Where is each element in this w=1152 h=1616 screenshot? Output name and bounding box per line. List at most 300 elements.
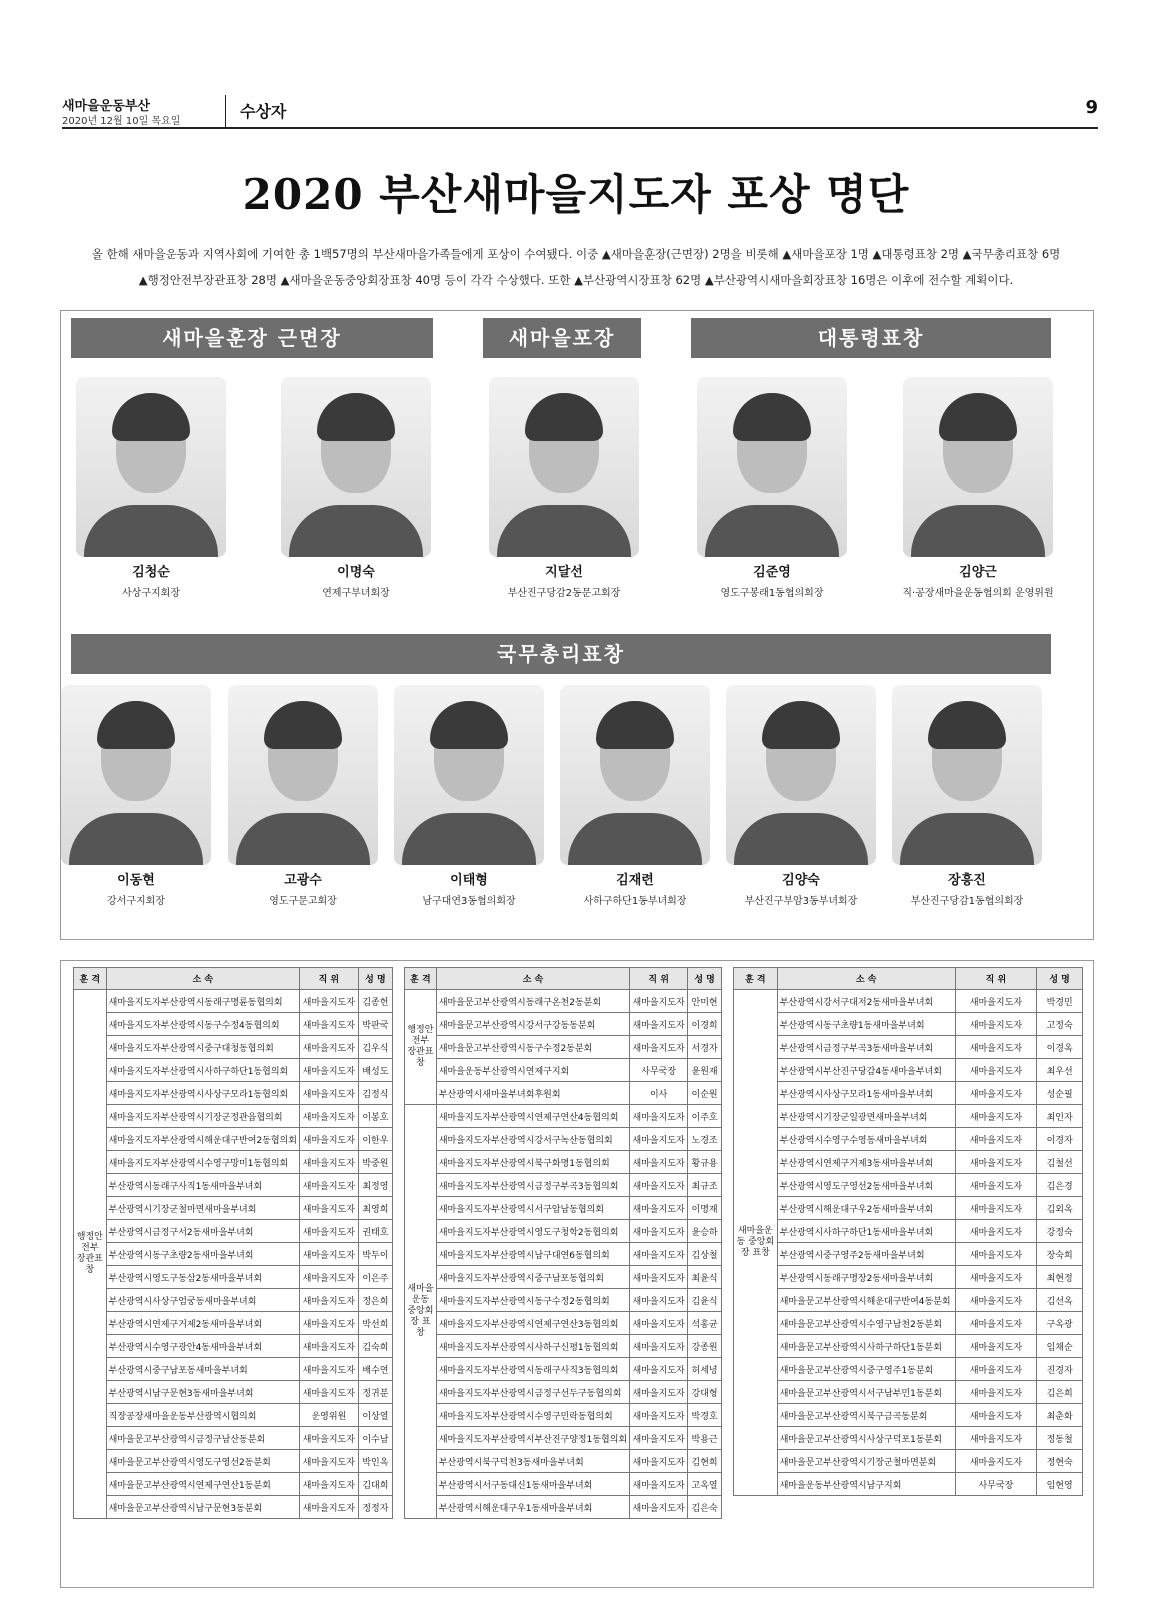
affiliation-cell: 새마을지도자부산광역시연제구연산4동협의회 xyxy=(436,1105,629,1128)
table-row xyxy=(405,1059,722,1082)
table-row xyxy=(74,990,393,1013)
table-row xyxy=(74,1151,393,1174)
position-cell: 새마을지도자 xyxy=(630,1243,688,1266)
affiliation-cell: 새마을지도자부산광역시동구수정4동협의회 xyxy=(106,1013,299,1036)
name-cell: 이은주 xyxy=(358,1266,392,1289)
column-header: 훈 격 xyxy=(74,968,107,990)
table-row xyxy=(734,1266,1083,1289)
affiliation-cell: 부산광역시북구덕천3동새마을부녀회 xyxy=(436,1450,629,1473)
name-cell: 최규조 xyxy=(688,1174,722,1197)
table-row xyxy=(405,1266,722,1289)
position-cell: 새마을지도자 xyxy=(299,1335,358,1358)
portrait-photo xyxy=(228,685,378,865)
table-row xyxy=(74,1473,393,1496)
column-header: 훈 격 xyxy=(734,968,778,990)
position-cell: 새마을지도자 xyxy=(630,1266,688,1289)
name-cell: 이경자 xyxy=(1037,1128,1083,1151)
awardee-name: 김재련 xyxy=(616,873,654,888)
awardee-role: 사상구지회장 xyxy=(122,588,180,599)
affiliation-cell: 새마을문고부산광역시연제구연산1동분회 xyxy=(106,1473,299,1496)
column-header: 직 위 xyxy=(630,968,688,990)
awardee-role: 영도구문고회장 xyxy=(269,896,337,907)
awardee-role: 남구대연3동협의회장 xyxy=(422,896,516,907)
position-cell: 운영위원 xyxy=(299,1404,358,1427)
affiliation-cell: 부산광역시해운대구우1동새마을부녀회 xyxy=(436,1496,629,1519)
affiliation-cell: 부산광역시연제구거제3동새마을부녀회 xyxy=(777,1151,955,1174)
position-cell: 새마을지도자 xyxy=(955,1082,1037,1105)
awardee-role: 부산진구당감1동협의회장 xyxy=(910,896,1024,907)
table-row xyxy=(734,1128,1083,1151)
affiliation-cell: 부산광역시남구문현3동새마을부녀회 xyxy=(106,1381,299,1404)
position-cell: 새마을지도자 xyxy=(955,1151,1037,1174)
name-cell: 최인자 xyxy=(1037,1105,1083,1128)
name-cell: 최정영 xyxy=(358,1174,392,1197)
table-row xyxy=(74,1243,393,1266)
position-cell: 새마을지도자 xyxy=(299,1450,358,1473)
affiliation-cell: 새마을지도자부산광역시해운대구반여2동협의회 xyxy=(106,1128,299,1151)
name-cell: 정귀분 xyxy=(358,1381,392,1404)
affiliation-cell: 새마을지도자부산광역시강서구녹산동협의회 xyxy=(436,1128,629,1151)
position-cell: 새마을지도자 xyxy=(299,1036,358,1059)
table-row xyxy=(74,1450,393,1473)
table-row xyxy=(405,1243,722,1266)
awardee-table-3 xyxy=(733,967,1083,1496)
affiliation-cell: 새마을지도자부산광역시사하구하단1동협의회 xyxy=(106,1059,299,1082)
position-cell: 새마을지도자 xyxy=(955,1289,1037,1312)
awardee-card xyxy=(893,377,1063,599)
position-cell: 새마을지도자 xyxy=(630,1128,688,1151)
position-cell: 새마을지도자 xyxy=(299,1243,358,1266)
name-cell: 최현정 xyxy=(1037,1266,1083,1289)
affiliation-cell: 새마을문고부산광역시동래구온천2동분회 xyxy=(436,990,629,1013)
name-cell: 배수연 xyxy=(358,1358,392,1381)
affiliation-cell: 새마을문고부산광역시서구남부민1동분회 xyxy=(777,1381,955,1404)
affiliation-cell: 새마을지도자부산광역시북구화명1동협의회 xyxy=(436,1151,629,1174)
affiliation-cell: 새마을운동부산광역시연제구지회 xyxy=(436,1059,629,1082)
position-cell: 새마을지도자 xyxy=(630,1151,688,1174)
affiliation-cell: 새마을문고부산광역시사하구하단1동분회 xyxy=(777,1335,955,1358)
name-cell: 임현영 xyxy=(1037,1473,1083,1496)
affiliation-cell: 새마을문고부산광역시사상구덕포1동분회 xyxy=(777,1427,955,1450)
table-row xyxy=(734,1036,1083,1059)
affiliation-cell: 부산광역시기장군일광면새마을부녀회 xyxy=(777,1105,955,1128)
section-title: 수상자 xyxy=(240,102,287,121)
position-cell: 새마을지도자 xyxy=(955,1243,1037,1266)
awardee-card xyxy=(384,685,554,907)
position-cell: 새마을지도자 xyxy=(299,1427,358,1450)
awardee-role: 연제구부녀회장 xyxy=(322,588,390,599)
table-row xyxy=(74,1358,393,1381)
affiliation-cell: 새마을지도자부산광역시영도구청학2동협의회 xyxy=(436,1220,629,1243)
position-cell: 새마을지도자 xyxy=(299,1197,358,1220)
position-cell: 새마을지도자 xyxy=(955,1427,1037,1450)
table-row xyxy=(74,1197,393,1220)
affiliation-cell: 부산광역시서구동대신1동새마을부녀회 xyxy=(436,1473,629,1496)
position-cell: 새마을지도자 xyxy=(299,1312,358,1335)
table-row xyxy=(74,1496,393,1519)
name-cell: 김은희 xyxy=(1037,1381,1083,1404)
name-cell: 안미현 xyxy=(688,990,722,1013)
affiliation-cell: 새마을문고부산광역시동구수정2동분회 xyxy=(436,1036,629,1059)
name-cell: 서경자 xyxy=(688,1036,722,1059)
section-bar-pm: 국무총리표창 xyxy=(71,634,1051,674)
awardee-name: 이태형 xyxy=(450,873,488,888)
table-header xyxy=(405,968,722,990)
position-cell: 새마을지도자 xyxy=(630,1013,688,1036)
position-cell: 새마을지도자 xyxy=(955,1174,1037,1197)
name-cell: 강대형 xyxy=(688,1381,722,1404)
table-row xyxy=(405,1220,722,1243)
name-cell: 김우식 xyxy=(358,1036,392,1059)
table-row xyxy=(74,1082,393,1105)
affiliation-cell: 새마을지도자부산광역시동구수정2동협의회 xyxy=(436,1289,629,1312)
table-row xyxy=(405,1174,722,1197)
position-cell: 새마을지도자 xyxy=(299,1059,358,1082)
lead-paragraph xyxy=(60,241,1092,293)
name-cell: 박선희 xyxy=(358,1312,392,1335)
affiliation-cell: 부산광역시새마을부녀회후원회 xyxy=(436,1082,629,1105)
position-cell: 새마을지도자 xyxy=(630,1496,688,1519)
awardee-name: 지달선 xyxy=(545,565,583,580)
newspaper-logo: 새마을운동부산 xyxy=(62,99,150,114)
name-cell: 배성도 xyxy=(358,1059,392,1082)
position-cell: 새마을지도자 xyxy=(299,1381,358,1404)
table-row xyxy=(405,1473,722,1496)
name-cell: 윤원재 xyxy=(688,1059,722,1082)
position-cell: 새마을지도자 xyxy=(299,1266,358,1289)
table-row xyxy=(405,1335,722,1358)
portrait-photo xyxy=(76,377,226,557)
affiliation-cell: 새마을지도자부산광역시중구남포동협의회 xyxy=(436,1266,629,1289)
table-row xyxy=(405,1496,722,1519)
awardee-card xyxy=(479,377,649,599)
table-row xyxy=(734,1312,1083,1335)
name-cell: 이수남 xyxy=(358,1427,392,1450)
name-cell: 정은희 xyxy=(358,1289,392,1312)
affiliation-cell: 새마을지도자부산광역시부산진구양정1동협의회 xyxy=(436,1427,629,1450)
name-cell: 이봉호 xyxy=(358,1105,392,1128)
name-cell: 구옥광 xyxy=(1037,1312,1083,1335)
table-row xyxy=(734,1105,1083,1128)
affiliation-cell: 새마을문고부산광역시영도구영선2동분회 xyxy=(106,1450,299,1473)
name-cell: 정정자 xyxy=(358,1496,392,1519)
awardee-role: 부산진구부암3동부녀회장 xyxy=(744,896,858,907)
column-header: 직 위 xyxy=(955,968,1037,990)
affiliation-cell: 부산광역시부산진구당감4동새마을부녀회 xyxy=(777,1059,955,1082)
section-bar-pojang: 새마을포장 xyxy=(483,318,641,358)
position-cell: 새마을지도자 xyxy=(299,1013,358,1036)
position-cell: 새마을지도자 xyxy=(955,1105,1037,1128)
table-header xyxy=(734,968,1083,990)
column-header: 소 속 xyxy=(777,968,955,990)
position-cell: 새마을지도자 xyxy=(630,1036,688,1059)
position-cell: 새마을지도자 xyxy=(955,1128,1037,1151)
table-row xyxy=(74,1381,393,1404)
affiliation-cell: 새마을문고부산광역시해운대구반여4동분회 xyxy=(777,1289,955,1312)
position-cell: 새마을지도자 xyxy=(630,1450,688,1473)
position-cell: 새마을지도자 xyxy=(299,1151,358,1174)
awardee-role: 강서구지회장 xyxy=(107,896,165,907)
table-row xyxy=(734,1197,1083,1220)
affiliation-cell: 새마을지도자부산광역시동래구사직3동협의회 xyxy=(436,1358,629,1381)
position-cell: 새마을지도자 xyxy=(955,1358,1037,1381)
position-cell: 새마을지도자 xyxy=(955,1220,1037,1243)
name-cell: 이명재 xyxy=(688,1197,722,1220)
column-header: 성 명 xyxy=(358,968,392,990)
table-row xyxy=(734,1427,1083,1450)
name-cell: 김외옥 xyxy=(1037,1197,1083,1220)
table-row xyxy=(734,1473,1083,1496)
position-cell: 새마을지도자 xyxy=(955,1335,1037,1358)
award-category-cell: 행정안전부 장관표창 xyxy=(74,990,107,1519)
awardee-name: 김준영 xyxy=(753,565,791,580)
table-row xyxy=(74,1289,393,1312)
table-row xyxy=(74,1312,393,1335)
issue-date: 2020년 12월 10일 목요일 xyxy=(62,116,181,127)
position-cell: 새마을지도자 xyxy=(955,1312,1037,1335)
awardee-card xyxy=(882,685,1052,907)
lead-line: ▲행정안전부장관표창 28명 ▲새마을운동중앙회장표창 40명 등이 각각 수상했다. 또한 ▲부산광역시장표창 62명 ▲부산광역시새마을회장표창 16명은 이후에 전수할 계획이다. xyxy=(138,273,1014,287)
name-cell: 김대희 xyxy=(358,1473,392,1496)
page-number: 9 xyxy=(1085,97,1098,118)
name-cell: 박판국 xyxy=(358,1013,392,1036)
affiliation-cell: 새마을지도자부산광역시기장군정관읍협의회 xyxy=(106,1105,299,1128)
section-bar-president: 대통령표창 xyxy=(691,318,1051,358)
position-cell: 새마을지도자 xyxy=(955,1036,1037,1059)
table-row xyxy=(734,1059,1083,1082)
divider xyxy=(225,95,226,129)
name-cell: 박용근 xyxy=(688,1427,722,1450)
table-row xyxy=(734,990,1083,1013)
position-cell: 사무국장 xyxy=(955,1473,1037,1496)
affiliation-cell: 부산광역시동래구명장2동새마을부녀회 xyxy=(777,1266,955,1289)
table-row xyxy=(74,1013,393,1036)
table-row xyxy=(74,1404,393,1427)
position-cell: 새마을지도자 xyxy=(955,990,1037,1013)
page-title: 2020 부산새마을지도자 포상 명단 xyxy=(242,170,910,219)
masthead xyxy=(62,95,1098,129)
table-row xyxy=(74,1427,393,1450)
portrait-photo xyxy=(726,685,876,865)
affiliation-cell: 새마을지도자부산광역시수영구망미1동협의회 xyxy=(106,1151,299,1174)
position-cell: 새마을지도자 xyxy=(955,1059,1037,1082)
awardee-name: 김양근 xyxy=(959,565,997,580)
affiliation-cell: 새마을문고부산광역시기장군철마면분회 xyxy=(777,1450,955,1473)
table-row xyxy=(734,1243,1083,1266)
affiliation-cell: 새마을지도자부산광역시수영구민락동협의회 xyxy=(436,1404,629,1427)
table-row xyxy=(734,1082,1083,1105)
awardee-photo-section xyxy=(60,310,1094,940)
affiliation-cell: 새마을지도자부산광역시금정구부곡3동협의회 xyxy=(436,1174,629,1197)
awardee-card xyxy=(550,685,720,907)
awardee-name: 김청순 xyxy=(132,565,170,580)
affiliation-cell: 새마을지도자부산광역시서구암남동협의회 xyxy=(436,1197,629,1220)
table-row xyxy=(74,1220,393,1243)
affiliation-cell: 부산광역시금정구부곡3동새마을부녀회 xyxy=(777,1036,955,1059)
name-cell: 박두이 xyxy=(358,1243,392,1266)
name-cell: 김선옥 xyxy=(1037,1289,1083,1312)
portrait-photo xyxy=(892,685,1042,865)
position-cell: 새마을지도자 xyxy=(955,1450,1037,1473)
affiliation-cell: 새마을운동부산광역시남구지회 xyxy=(777,1473,955,1496)
name-cell: 허세녕 xyxy=(688,1358,722,1381)
position-cell: 이사 xyxy=(630,1082,688,1105)
position-cell: 새마을지도자 xyxy=(299,1174,358,1197)
affiliation-cell: 부산광역시강서구대저2동새마을부녀회 xyxy=(777,990,955,1013)
awardee-card xyxy=(271,377,441,599)
name-cell: 최윤식 xyxy=(688,1266,722,1289)
portrait-photo xyxy=(394,685,544,865)
awardee-card xyxy=(716,685,886,907)
name-cell: 황규용 xyxy=(688,1151,722,1174)
table-row xyxy=(405,1358,722,1381)
awardee-card xyxy=(51,685,221,907)
awardee-name: 고광수 xyxy=(284,873,322,888)
position-cell: 새마을지도자 xyxy=(630,1174,688,1197)
affiliation-cell: 새마을문고부산광역시남구문현3동분회 xyxy=(106,1496,299,1519)
position-cell: 새마을지도자 xyxy=(299,1128,358,1151)
affiliation-cell: 부산광역시영도구영선2동새마을부녀회 xyxy=(777,1174,955,1197)
table-row xyxy=(405,1151,722,1174)
award-category-cell: 행정안전부 장관표창 xyxy=(405,990,437,1105)
affiliation-cell: 새마을문고부산광역시북구금곡동분회 xyxy=(777,1404,955,1427)
awardee-role: 사하구하단1동부녀회장 xyxy=(583,896,687,907)
position-cell: 새마을지도자 xyxy=(630,1220,688,1243)
table-row xyxy=(405,1128,722,1151)
position-cell: 사무국장 xyxy=(630,1059,688,1082)
position-cell: 새마을지도자 xyxy=(630,1312,688,1335)
table-row xyxy=(74,1105,393,1128)
name-cell: 권태호 xyxy=(358,1220,392,1243)
table-row xyxy=(734,1174,1083,1197)
position-cell: 새마을지도자 xyxy=(630,1427,688,1450)
name-cell: 최영희 xyxy=(358,1197,392,1220)
awardee-role: 직·공장새마을운동협의회 운영위원 xyxy=(902,588,1054,599)
name-cell: 박경호 xyxy=(688,1404,722,1427)
awardee-card xyxy=(687,377,857,599)
award-category-cell: 새마을운동 중앙회장 표창 xyxy=(734,990,778,1496)
name-cell: 이경희 xyxy=(688,1013,722,1036)
table-row xyxy=(405,1312,722,1335)
column-header: 직 위 xyxy=(299,968,358,990)
name-cell: 성순필 xyxy=(1037,1082,1083,1105)
table-row xyxy=(405,1289,722,1312)
name-cell: 고옥열 xyxy=(688,1473,722,1496)
affiliation-cell: 부산광역시동래구사직1동새마을부녀회 xyxy=(106,1174,299,1197)
table-row xyxy=(734,1013,1083,1036)
awardee-name: 이명숙 xyxy=(337,565,375,580)
lead-line: 올 한해 새마을운동과 지역사회에 기여한 총 1백57명의 부산새마을가족들에게 포상이 수여됐다. 이중 ▲새마을훈장(근면장) 2명을 비롯해 ▲새마을포장 1명 ▲대통령표창 2명 ▲국무총리표창 6명 xyxy=(91,247,1061,261)
awardee-table-2 xyxy=(404,967,722,1519)
affiliation-cell: 부산광역시사상구모라1동새마을부녀회 xyxy=(777,1082,955,1105)
name-cell: 김상철 xyxy=(688,1243,722,1266)
name-cell: 정동철 xyxy=(1037,1427,1083,1450)
name-cell: 김현희 xyxy=(688,1450,722,1473)
table-row xyxy=(405,1381,722,1404)
name-cell: 김윤식 xyxy=(688,1289,722,1312)
position-cell: 새마을지도자 xyxy=(630,990,688,1013)
name-cell: 윤승하 xyxy=(688,1220,722,1243)
table-row xyxy=(74,1128,393,1151)
name-cell: 이한우 xyxy=(358,1128,392,1151)
name-cell: 강정숙 xyxy=(1037,1220,1083,1243)
name-cell: 김종헌 xyxy=(358,990,392,1013)
name-cell: 정현숙 xyxy=(1037,1450,1083,1473)
column-header: 성 명 xyxy=(1037,968,1083,990)
affiliation-cell: 새마을지도자부산광역시사하구신평1동협의회 xyxy=(436,1335,629,1358)
affiliation-cell: 새마을지도자부산광역시중구대청동협의회 xyxy=(106,1036,299,1059)
table-row xyxy=(734,1358,1083,1381)
position-cell: 새마을지도자 xyxy=(955,1266,1037,1289)
award-category-cell: 새마을운동 중앙회장 표창 xyxy=(405,1105,437,1519)
table-row xyxy=(734,1289,1083,1312)
affiliation-cell: 부산광역시연제구거제2동새마을부녀회 xyxy=(106,1312,299,1335)
name-cell: 임채순 xyxy=(1037,1335,1083,1358)
position-cell: 새마을지도자 xyxy=(299,990,358,1013)
affiliation-cell: 새마을문고부산광역시수영구남천2동분회 xyxy=(777,1312,955,1335)
affiliation-cell: 직장공장새마을운동부산광역시협의회 xyxy=(106,1404,299,1427)
position-cell: 새마을지도자 xyxy=(299,1473,358,1496)
affiliation-cell: 부산광역시사하구하단1동새마을부녀회 xyxy=(777,1220,955,1243)
table-row xyxy=(734,1381,1083,1404)
affiliation-cell: 부산광역시해운대구우2동새마을부녀회 xyxy=(777,1197,955,1220)
affiliation-cell: 부산광역시동구초량1동새마을부녀회 xyxy=(777,1013,955,1036)
affiliation-cell: 부산광역시사상구엄궁동새마을부녀회 xyxy=(106,1289,299,1312)
awardee-card xyxy=(66,377,236,599)
name-cell: 이상열 xyxy=(358,1404,392,1427)
affiliation-cell: 부산광역시중구남포동새마을부녀회 xyxy=(106,1358,299,1381)
name-cell: 이경옥 xyxy=(1037,1036,1083,1059)
position-cell: 새마을지도자 xyxy=(630,1381,688,1404)
affiliation-cell: 부산광역시기장군철마면새마을부녀회 xyxy=(106,1197,299,1220)
position-cell: 새마을지도자 xyxy=(630,1289,688,1312)
affiliation-cell: 새마을지도자부산광역시동래구명륜동협의회 xyxy=(106,990,299,1013)
position-cell: 새마을지도자 xyxy=(630,1404,688,1427)
table-row xyxy=(405,1427,722,1450)
name-cell: 석홍균 xyxy=(688,1312,722,1335)
position-cell: 새마을지도자 xyxy=(630,1105,688,1128)
name-cell: 김은경 xyxy=(1037,1174,1083,1197)
table-row xyxy=(734,1335,1083,1358)
affiliation-cell: 새마을문고부산광역시중구영주1동분회 xyxy=(777,1358,955,1381)
position-cell: 새마을지도자 xyxy=(630,1358,688,1381)
portrait-photo xyxy=(281,377,431,557)
position-cell: 새마을지도자 xyxy=(299,1289,358,1312)
awardee-table-1 xyxy=(73,967,393,1519)
affiliation-cell: 새마을지도자부산광역시금정구선두구동협의회 xyxy=(436,1381,629,1404)
table-row xyxy=(74,1059,393,1082)
name-cell: 박중원 xyxy=(358,1151,392,1174)
name-cell: 박인옥 xyxy=(358,1450,392,1473)
awardee-name: 장흥진 xyxy=(948,873,986,888)
affiliation-cell: 부산광역시수영구수영동새마을부녀회 xyxy=(777,1128,955,1151)
table-row xyxy=(734,1404,1083,1427)
awardee-tables xyxy=(60,960,1094,1588)
portrait-photo xyxy=(489,377,639,557)
affiliation-cell: 새마을문고부산광역시강서구강동동분회 xyxy=(436,1013,629,1036)
awardee-name: 김양숙 xyxy=(782,873,820,888)
table-row xyxy=(405,1404,722,1427)
table-row xyxy=(74,1335,393,1358)
position-cell: 새마을지도자 xyxy=(955,1404,1037,1427)
awardee-role: 영도구봉래1동협의회장 xyxy=(720,588,824,599)
position-cell: 새마을지도자 xyxy=(630,1335,688,1358)
affiliation-cell: 부산광역시수영구광안4동새마을부녀회 xyxy=(106,1335,299,1358)
name-cell: 이순원 xyxy=(688,1082,722,1105)
affiliation-cell: 새마을지도자부산광역시남구대연6동협의회 xyxy=(436,1243,629,1266)
position-cell: 새마을지도자 xyxy=(630,1197,688,1220)
portrait-photo xyxy=(697,377,847,557)
